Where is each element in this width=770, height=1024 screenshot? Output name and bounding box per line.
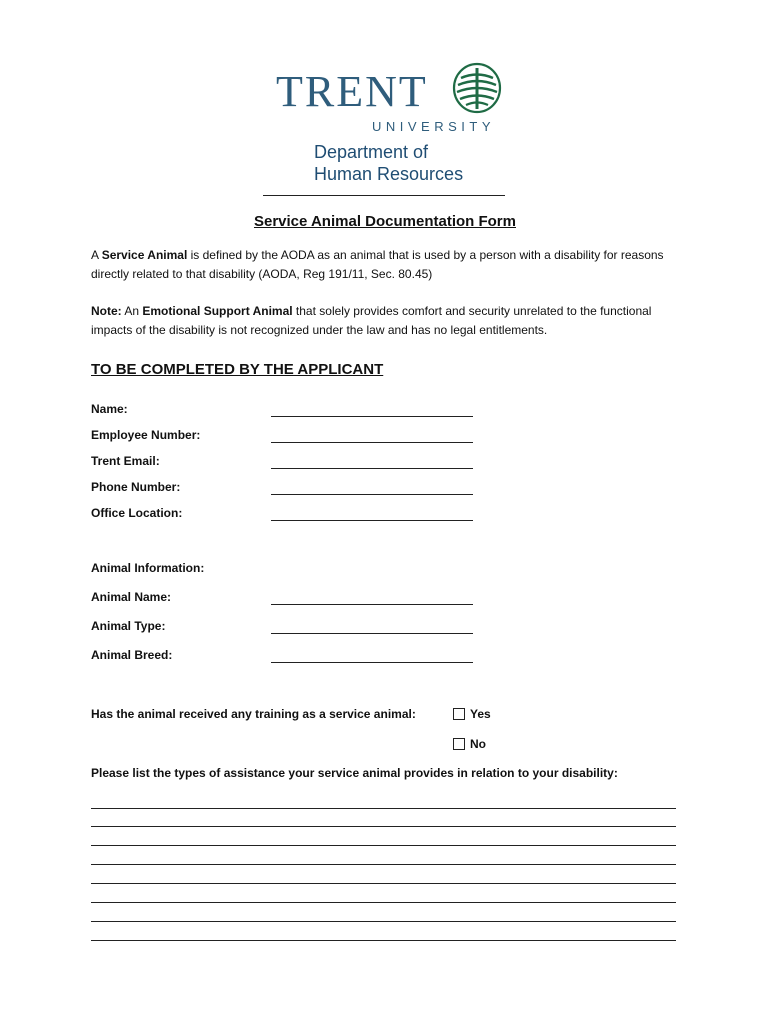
no-checkbox[interactable] xyxy=(453,738,465,750)
trent-university-logo xyxy=(276,62,506,136)
assistance-answer-line-7[interactable] xyxy=(91,921,676,922)
assistance-answer-line-1[interactable] xyxy=(91,808,676,809)
logo-wordmark: TRENT xyxy=(276,67,428,116)
definition-text: is defined by the AODA as an animal that is used by a person with a disability for reasons directly related to that disability (AODA, Reg 191/11, Sec. 80.45) xyxy=(91,248,664,281)
training-no-option[interactable] xyxy=(453,737,486,751)
assistance-answer-line-6[interactable] xyxy=(91,902,676,903)
employee-number-field[interactable] xyxy=(271,442,473,443)
note-term: Emotional Support Animal xyxy=(142,304,293,318)
phone-number-label: Phone Number: xyxy=(91,480,181,494)
yes-checkbox[interactable] xyxy=(453,708,465,720)
trent-email-field[interactable] xyxy=(271,468,473,469)
animal-breed-label: Animal Breed: xyxy=(91,648,173,662)
animal-breed-field[interactable] xyxy=(271,662,473,663)
service-animal-definition xyxy=(91,246,671,284)
applicant-section-heading: TO BE COMPLETED BY THE APPLICANT xyxy=(91,361,384,378)
animal-type-label: Animal Type: xyxy=(91,619,166,633)
employee-number-label: Employee Number: xyxy=(91,428,201,442)
office-location-label: Office Location: xyxy=(91,506,183,520)
animal-name-field[interactable] xyxy=(271,604,473,605)
name-label: Name: xyxy=(91,402,128,416)
assistance-answer-line-2[interactable] xyxy=(91,826,676,827)
note-label: Note: xyxy=(91,304,122,318)
assistance-answer-line-8[interactable] xyxy=(91,940,676,941)
animal-type-field[interactable] xyxy=(271,633,473,634)
logo-subtitle: UNIVERSITY xyxy=(372,119,496,134)
office-location-field[interactable] xyxy=(271,520,473,521)
animal-name-label: Animal Name: xyxy=(91,590,172,604)
tree-emblem-icon xyxy=(451,62,503,114)
yes-label: Yes xyxy=(470,707,491,721)
animal-information-heading: Animal Information: xyxy=(91,561,205,575)
department-line-1: Department of xyxy=(314,142,429,162)
name-field[interactable] xyxy=(271,416,473,417)
definition-term: Service Animal xyxy=(101,248,188,262)
no-label: No xyxy=(470,737,486,751)
assistance-answer-line-5[interactable] xyxy=(91,883,676,884)
definition-prefix: A xyxy=(91,248,102,262)
department-name xyxy=(314,141,463,185)
phone-number-field[interactable] xyxy=(271,494,473,495)
training-question: Has the animal received any training as a service animal: xyxy=(91,707,416,721)
emotional-support-note xyxy=(91,302,671,340)
training-yes-option[interactable] xyxy=(453,707,491,721)
note-prefix: An xyxy=(121,304,143,318)
note-text: that solely provides comfort and security unrelated to the functional impacts of the disability is not recognized under the law and has no legal entitlements. xyxy=(91,304,652,337)
assistance-answer-line-4[interactable] xyxy=(91,864,676,865)
trent-email-label: Trent Email: xyxy=(91,454,160,468)
assistance-question: Please list the types of assistance your service animal provides in relation to your disability: xyxy=(91,766,618,780)
department-line-2: Human Resources xyxy=(314,164,464,184)
assistance-answer-line-3[interactable] xyxy=(91,845,676,846)
form-title: Service Animal Documentation Form xyxy=(253,213,516,230)
header-divider xyxy=(263,195,505,196)
